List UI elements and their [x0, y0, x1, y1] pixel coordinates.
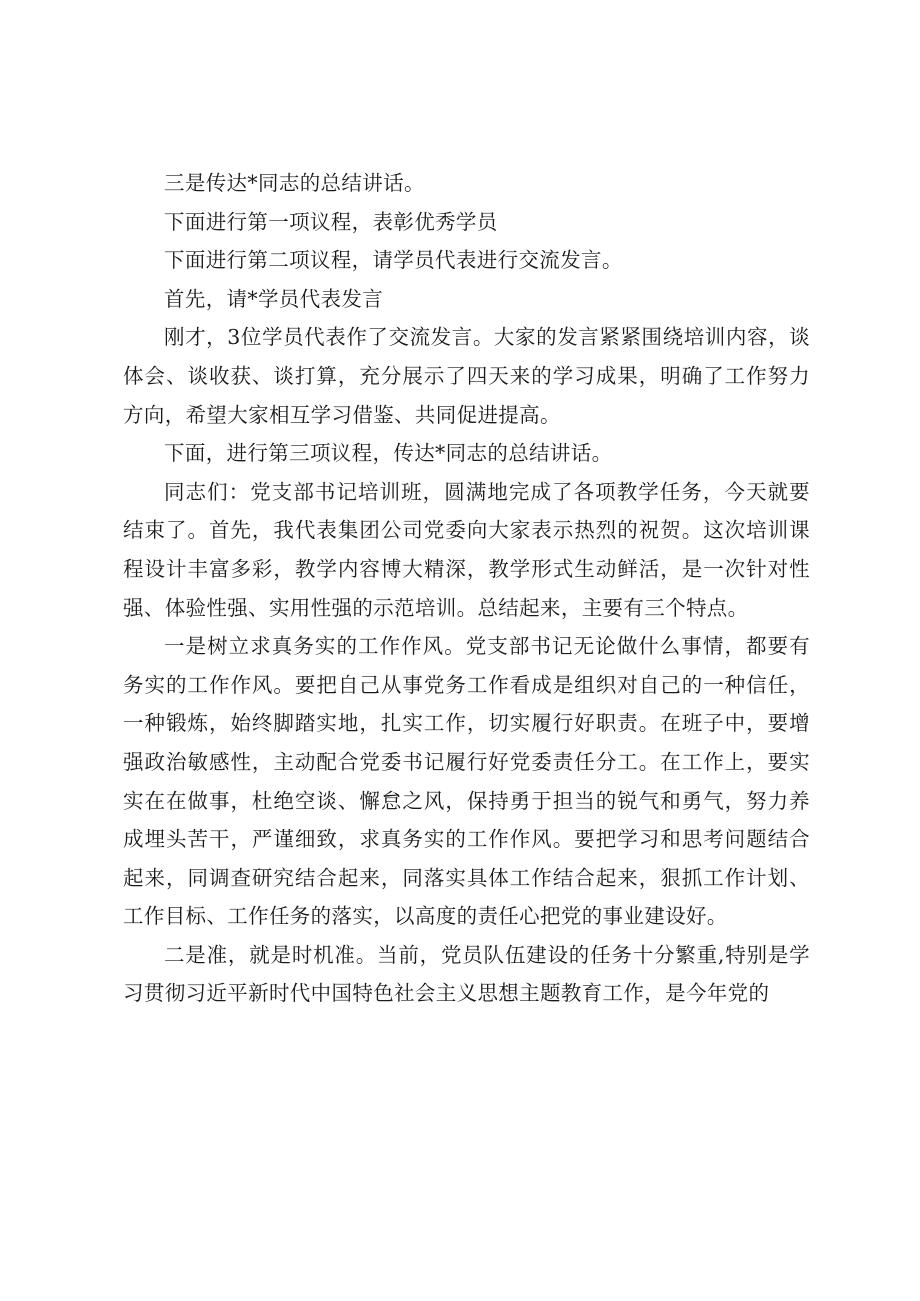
paragraph-2: 下面进行第一项议程，表彰优秀学员	[164, 209, 498, 234]
paragraph-4: 首先，请*学员代表发言	[164, 286, 384, 311]
paragraph-7: 同志们：党支部书记培训班，圆满地完成了各项教学任务，今天就要结束了。首先，我代表集团公司党委向大家表示热烈的祝贺。这次培训课程设计丰富多彩，教学内容博大精深，教学形式生动鲜活，是一次针对性强、体验性强、实用性强的示范培训。总结起来，主要有三个特点。	[123, 479, 810, 620]
paragraph-8: 一是树立求真务实的工作作风。党支部书记无论做什么事情，都要有务实的工作作风。要把自己从事党务工作看成是组织对自己的一种信任，一种锻炼，始终脚踏实地，扎实工作，切实履行好职责。在班子中，要增强政治敏感性，主动配合党委书记履行好党委责任分工。在工作上，要实实在在做事，杜绝空谈、懈怠之风，保持勇于担当的锐气和勇气，努力养成埋头苦干，严谨细致，求真务实的工作作风。要把学习和思考问题结合起来，同调查研究结合起来，同落实具体工作结合起来，狠抓工作计划、工作目标、工作任务的落实，以高度的责任心把党的事业建设好。	[123, 634, 810, 929]
paragraph-3: 下面进行第二项议程，请学员代表进行交流发言。	[164, 248, 623, 273]
paragraph-1: 三是传达*同志的总结讲话。	[164, 171, 425, 195]
paragraph-6: 下面，进行第三项议程，传达*同志的总结讲话。	[164, 441, 613, 466]
paragraph-5: 刚才，3位学员代表作了交流发言。大家的发言紧紧围绕培训内容，谈体会、谈收获、谈打算，充分展示了四天来的学习成果，明确了工作努力方向，希望大家相互学习借鉴、共同促进提高。	[123, 325, 810, 427]
paragraph-9: 二是准，就是时机准。当前，党员队伍建设的任务十分繁重,特别是学习贯彻习近平新时代中国特色社会主义思想主题教育工作，是今年党的	[123, 942, 810, 1006]
